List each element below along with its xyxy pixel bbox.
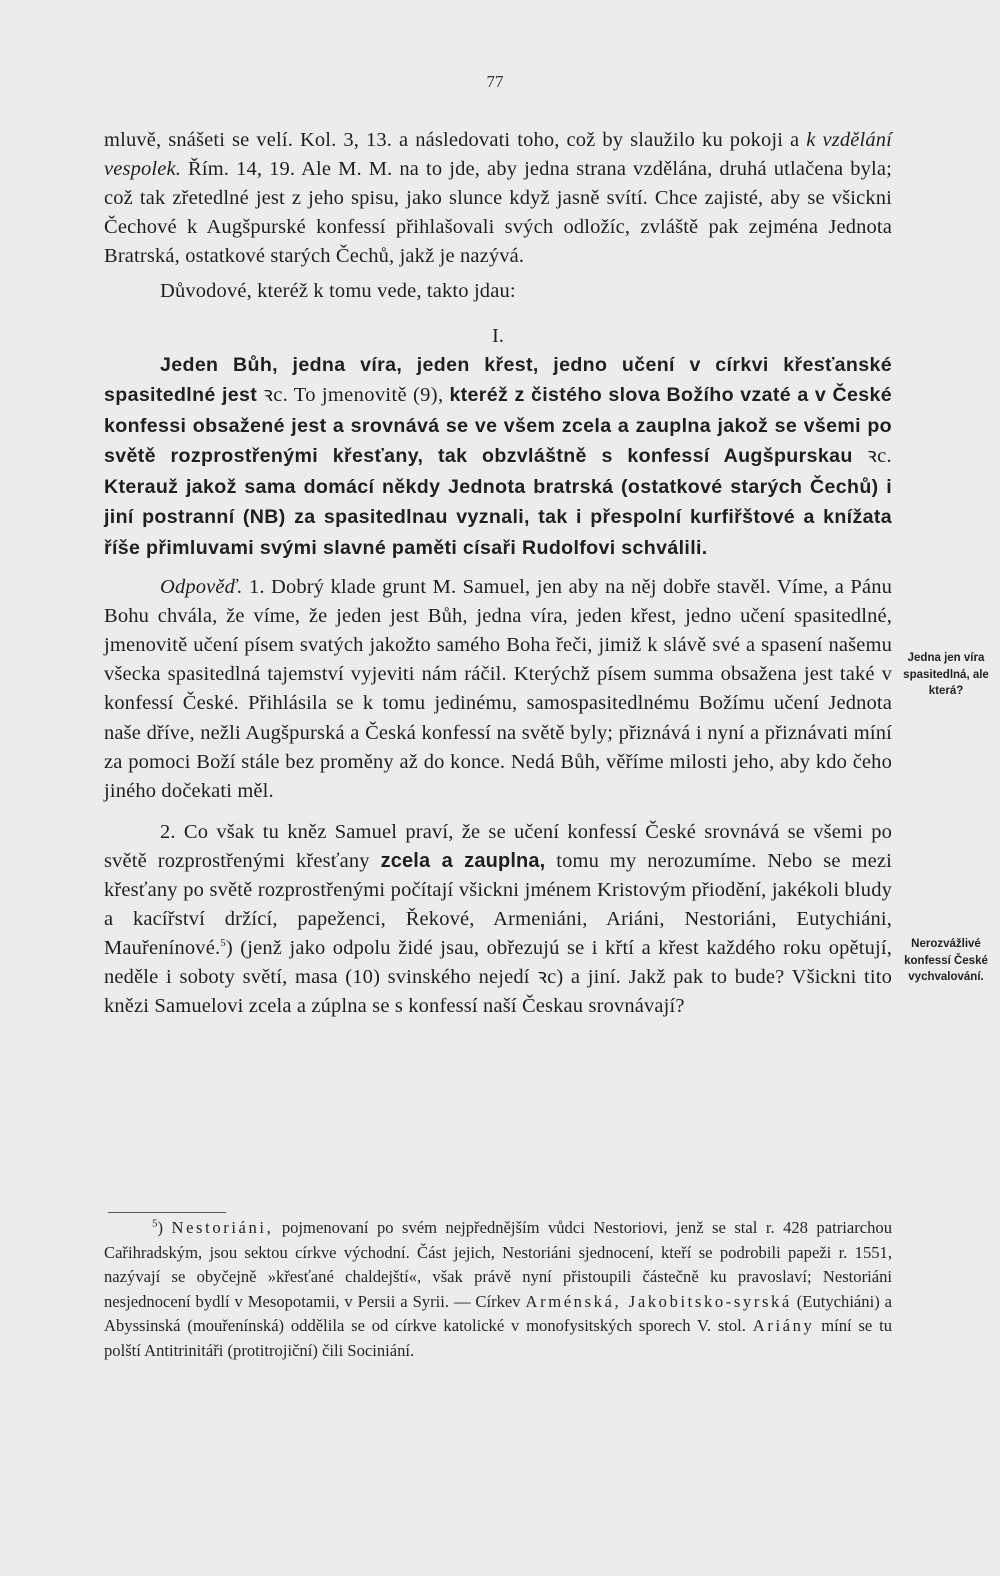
footnote-mark: 5 [152, 1217, 158, 1230]
italic-phrase: k vzdělání vespolek. [104, 129, 892, 181]
quoted-thesis: Jeden Bůh, jedna víra, jeden křest, jedno učení v církvi křesťanské spasitedlné jest ꝛc. To jmenovitě (9), kteréž z čistého slova Božího vzaté a v České konfessi obsažené jest a srovnává se ve všem zcela a zauplna jakož se všemi po světě rozprostřenými křesťany, tak obzvláštně s konfessí Augšpurskau ꝛc. Kterauž jakož sama domácí někdy Jednota bratrská (ostatkové starých Čechů) i jiní postranní (NB) za spasitedlnau vyznali, tak i přespolní kurfiřštové a knížata říše přimluvami svými slavné paměti císaři Rudolfovi schválili. [104, 353, 892, 559]
answer-label: Odpověď. [160, 576, 243, 599]
footnote-divider [108, 1212, 226, 1213]
footnote-ref: 5 [220, 937, 226, 950]
main-text [104, 126, 892, 1021]
footnote: $^5$) Nestoriáni, pojmenovaní po svém nejpřednějším vůdci Nestoriovi, jenž se stal r. 428 patriarchou Cařihradským, jsou sektou církve východní. Část jejich, Nestoriáni sjednocení, kteří se podrobili papeži r. 1551, nazývají se obyčejně »křesťané chaldejští«, však právě nyní přistoupili částečně ku pravoslaví; Nestoriáni nesjednocení bydlí v Mesopotamii, v Persii a Syrii. — Církev Arménská, Jakobitsko-syrská (Eutychiáni) a Abyssinská (mouřenínská) oddělila se od církve katolické v monofysitských sporech V. stol. Ariány míní se tu polští Antitrinitáři (protitrojiční) čili Sociniání. [104, 1217, 892, 1360]
answer-paragraph: Odpověď. 1. Dobrý klade grunt M. Samuel, jen aby na něj dobře stavěl. Víme, a Pánu Bohu chvála, že víme, že jeden jest Bůh, jedna víra, jeden křest, jedno učení spasitedlné, jmenovitě učení písem svatých jakožto samého Boha řeči, jimiž k slávě své a spasení našemu všecka spasitedlná tajemství vyjeviti nám ráčil. Kterýchž písem summa obsažena jest také v konfessí České. Přihlásila se k tomu jedinému, samospasitedlnému Božímu učení Jednota naše dříve, nežli Augšpurská a Česká konfessí na světě byly; přiznává i nyní a přiznávati míní za pomoci Boží stále bez proměny až do konce. Nedá Bůh, věříme milosti jeho, aby kdo čeho jiného dočekati měl. [104, 576, 892, 802]
page-number: 77 [486, 72, 504, 91]
section-heading: I. [492, 324, 504, 347]
paragraph-2: Důvodové, kteréž k tomu vede, takto jdau: [160, 280, 516, 303]
paragraph-1: mluvě, snášeti se velí. Kol. 3, 13. a následovati toho, což by slaužilo ku pokoji a k vzdělání vespolek. Řím. 14, 19. Ale M. M. na to jde, aby jedna strana vzdělána, druhá utlačena byla; což tak zřetedlné jest z jeho spisu, jako slunce když jasně svítí. Chce zajisté, aby se všickni Čechové k Augšpurské konfessí přihlašovali svých odložíc, zvláště pak zejména Jednota Bratrská, ostatkové starých Čechů, jakž je nazývá. [104, 129, 892, 268]
sidenote-2: Nerozvážlivé konfessí České vychvalování. [904, 938, 988, 983]
point-2-paragraph: 2. Co však tu kněz Samuel praví, že se učení konfessí České srovnává se všemi po světě rozprostřenými křesťany zcela a zauplna, tomu my nerozumíme. Nebo se mezi křesťany po světě rozprostřenými počítají všickni jménem Kristovým přiodění, jakékoli bludy a kacířství držící, papeženci, Řekové, Armeniáni, Ariáni, Nestoriáni, Eutychiáni, Mauřenínové.$^5$) (jenž jako odpolu židé jsau, obřezujú se i křtí a křest každého roku opětují, neděle i soboty světí, masa (10) svinského nejedí ꝛc) a jiní. Jakž pak to bude? Všickni tito knězi Samuelovi zcela a zúplna se s konfessí naší Českau srovnávají? [104, 820, 892, 1018]
sidenote-1: Jedna jen víra spasitedlná, ale která? [903, 652, 989, 697]
emphasis-bold: zcela a zauplna, [380, 849, 546, 872]
